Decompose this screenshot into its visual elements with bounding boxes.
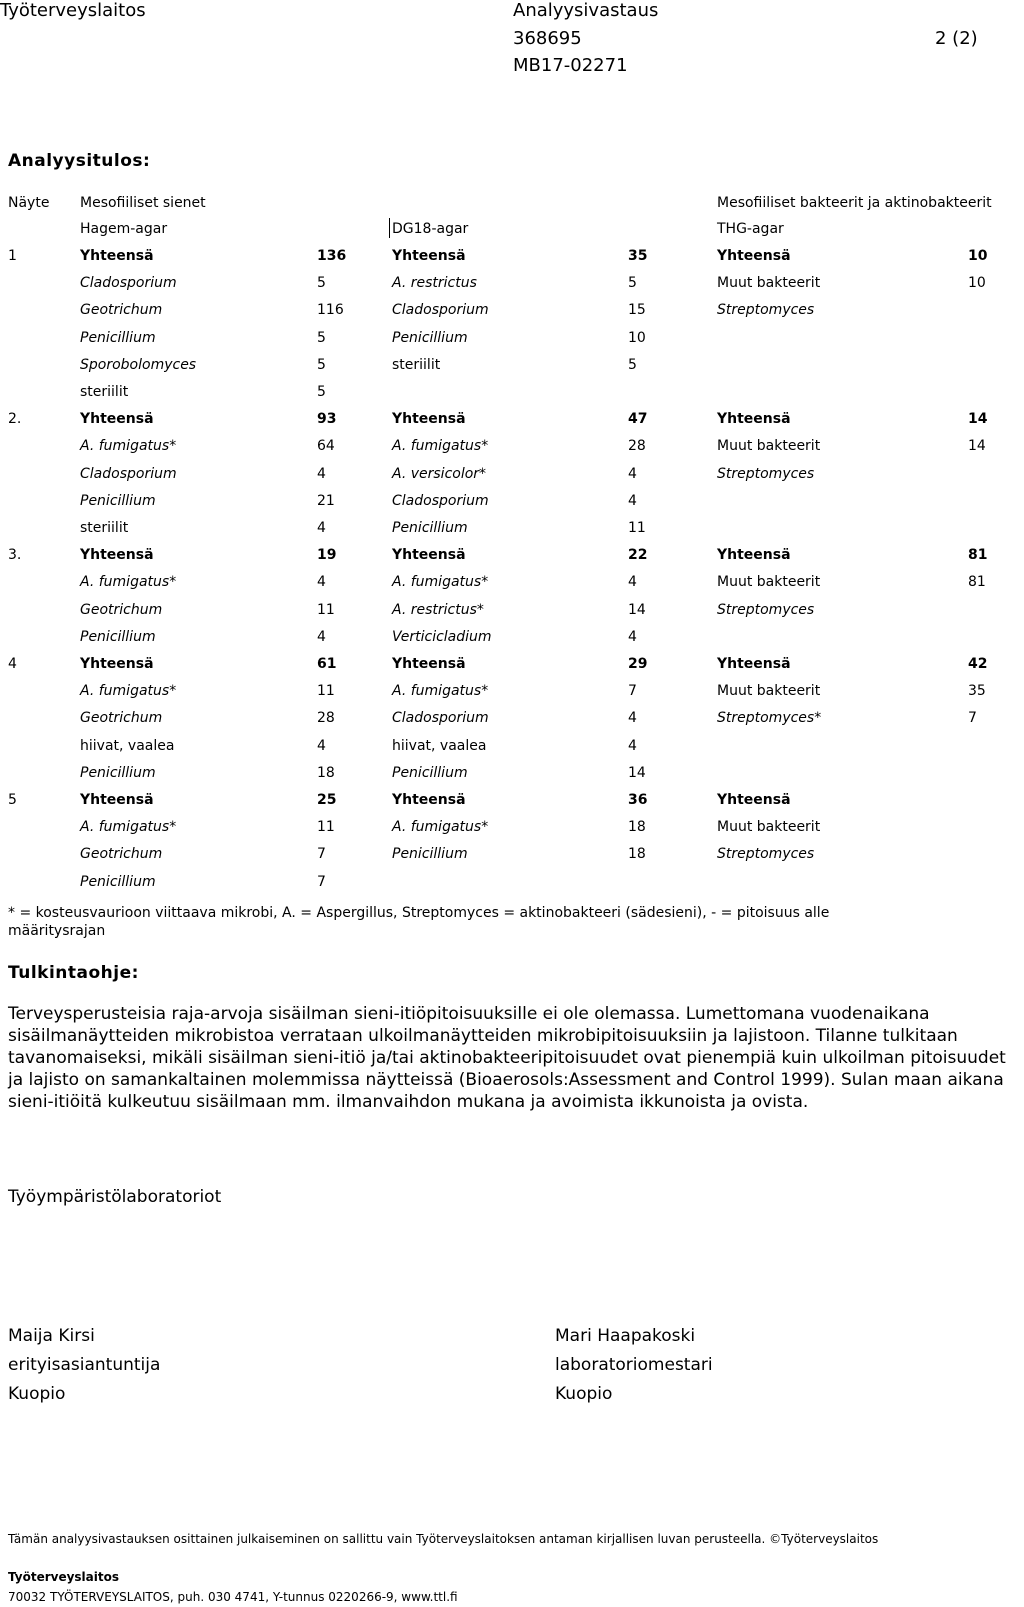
dg18-organism-cell: Cladosporium (392, 710, 489, 727)
hagem-count-cell: 19 (317, 547, 337, 564)
signature-block-1 (8, 1322, 160, 1409)
footer-organization: Työterveyslaitos (8, 1570, 119, 1584)
dg18-count-cell: 14 (628, 764, 646, 781)
dg18-organism-cell: Cladosporium (392, 302, 489, 319)
laboratory-name: Työympäristölaboratoriot (8, 1187, 222, 1207)
hagem-count-cell: 28 (317, 710, 335, 727)
page-number: 2 (2) (935, 28, 978, 49)
hagem-organism-cell: steriilit (80, 520, 129, 536)
hagem-count-cell: 116 (317, 302, 344, 319)
hagem-count-cell: 11 (317, 819, 335, 836)
thg-organism-cell: Muut bakteerit (717, 438, 821, 455)
dg18-organism-cell: Yhteensä (392, 656, 466, 672)
dg18-count-cell: 29 (628, 656, 648, 672)
hagem-organism-cell: Yhteensä (80, 792, 154, 808)
document-type: Analyysivastaus (513, 0, 659, 21)
thg-organism-cell: Yhteensä (717, 547, 791, 564)
hagem-count-cell: 61 (317, 656, 337, 672)
hagem-count-cell: 18 (317, 764, 335, 781)
hagem-organism-cell: Penicillium (80, 628, 156, 645)
signature-block-2 (555, 1322, 713, 1409)
hagem-organism-cell: Penicillium (80, 873, 156, 890)
signer-title: laboratoriomestari (555, 1355, 713, 1375)
table-row (0, 574, 1024, 601)
dg18-count-cell: 47 (628, 411, 648, 428)
dg18-count-cell: 4 (628, 465, 637, 482)
organization-name: Työterveyslaitos (0, 0, 146, 21)
column-header-fungi: Mesofiiliset sienet (80, 195, 206, 211)
table-row (0, 384, 1024, 411)
thg-organism-cell: Streptomyces (717, 601, 815, 618)
table-row (0, 738, 1024, 765)
dg18-count-cell: 11 (628, 520, 646, 536)
thg-organism-cell: Yhteensä (717, 248, 791, 264)
thg-count-cell: 7 (968, 710, 977, 727)
hagem-organism-cell: A. fumigatus* (80, 438, 177, 455)
hagem-organism-cell: Yhteensä (80, 411, 154, 428)
hagem-organism-cell: Cladosporium (80, 465, 177, 482)
dg18-count-cell: 22 (628, 547, 648, 564)
hagem-count-cell: 5 (317, 275, 326, 292)
table-row (0, 819, 1024, 846)
thg-organism-cell: Muut bakteerit (717, 275, 821, 292)
table-row (0, 874, 1024, 901)
hagem-count-cell: 4 (317, 574, 326, 591)
dg18-organism-cell: Yhteensä (392, 411, 466, 428)
dg18-count-cell: 18 (628, 819, 646, 836)
sample-cell: 1 (8, 248, 17, 264)
dg18-count-cell: 5 (628, 356, 637, 373)
table-row (0, 656, 1024, 683)
table-row (0, 248, 1024, 275)
dg18-organism-cell: Yhteensä (392, 792, 466, 808)
thg-count-cell: 42 (968, 656, 988, 672)
thg-count-cell: 14 (968, 438, 986, 455)
dg18-organism-cell: Penicillium (392, 520, 468, 536)
hagem-count-cell: 5 (317, 384, 326, 400)
hagem-count-cell: 4 (317, 520, 326, 536)
table-row (0, 493, 1024, 520)
footer-notice: Tämän analyysivastauksen osittainen julkaiseminen on sallittu vain Työterveyslaitoksen antaman kirjallisen luvan perusteella. ©Työterveyslaitos (8, 1532, 879, 1546)
hagem-count-cell: 64 (317, 438, 335, 455)
thg-organism-cell: Yhteensä (717, 656, 791, 672)
dg18-count-cell: 4 (628, 710, 637, 727)
sample-cell: 4 (8, 656, 17, 672)
hagem-organism-cell: hiivat, vaalea (80, 737, 175, 754)
dg18-organism-cell: hiivat, vaalea (392, 737, 487, 754)
hagem-count-cell: 7 (317, 846, 326, 863)
dg18-organism-cell: Penicillium (392, 846, 468, 863)
dg18-organism-cell: Yhteensä (392, 547, 466, 564)
table-row (0, 330, 1024, 357)
hagem-count-cell: 5 (317, 329, 326, 346)
table-row (0, 275, 1024, 302)
table-row (0, 792, 1024, 819)
hagem-count-cell: 136 (317, 248, 347, 264)
thg-organism-cell: Streptomyces (717, 465, 815, 482)
thg-count-cell: 14 (968, 411, 988, 428)
interpretation-title: Tulkintaohje: (8, 963, 139, 983)
document-number: 368695 (513, 28, 582, 49)
dg18-organism-cell: A. restrictus* (392, 601, 484, 618)
results-title: Analyysitulos: (8, 151, 151, 171)
hagem-organism-cell: Sporobolomyces (80, 356, 197, 373)
hagem-organism-cell: A. fumigatus* (80, 574, 177, 591)
dg18-organism-cell: A. fumigatus* (392, 819, 489, 836)
hagem-count-cell: 7 (317, 873, 326, 890)
hagem-organism-cell: Geotrichum (80, 846, 163, 863)
dg18-organism-cell: A. fumigatus* (392, 574, 489, 591)
thg-count-cell: 81 (968, 574, 986, 591)
dg18-count-cell: 15 (628, 302, 646, 319)
dg18-organism-cell: Yhteensä (392, 248, 466, 264)
dg18-organism-cell: Cladosporium (392, 492, 489, 509)
dg18-organism-cell: Penicillium (392, 764, 468, 781)
table-row (0, 602, 1024, 629)
table-row (0, 411, 1024, 438)
sample-cell: 3. (8, 547, 22, 564)
dg18-count-cell: 10 (628, 329, 646, 346)
table-row (0, 520, 1024, 547)
dg18-organism-cell: Verticicladium (392, 628, 492, 645)
hagem-organism-cell: Cladosporium (80, 275, 177, 292)
dg18-organism-cell: A. fumigatus* (392, 683, 489, 700)
column-header-bacteria: Mesofiiliset bakteerit ja aktinobakteerit (717, 195, 992, 211)
thg-organism-cell: Muut bakteerit (717, 574, 821, 591)
dg18-count-cell: 7 (628, 683, 637, 700)
thg-organism-cell: Streptomyces (717, 846, 815, 863)
agar-thg-label: THG-agar (717, 221, 784, 237)
hagem-organism-cell: Penicillium (80, 329, 156, 346)
hagem-organism-cell: Geotrichum (80, 601, 163, 618)
dg18-organism-cell: A. versicolor* (392, 465, 487, 482)
thg-count-cell: 10 (968, 248, 988, 264)
table-row (0, 765, 1024, 792)
dg18-count-cell: 4 (628, 737, 637, 754)
hagem-organism-cell: Penicillium (80, 492, 156, 509)
dg18-organism-cell: A. fumigatus* (392, 438, 489, 455)
hagem-count-cell: 4 (317, 628, 326, 645)
signer-name: Maija Kirsi (8, 1326, 95, 1346)
column-header-sample: Näyte (8, 195, 50, 211)
agar-hagem-label: Hagem-agar (80, 221, 168, 237)
dg18-count-cell: 36 (628, 792, 648, 808)
hagem-count-cell: 11 (317, 683, 335, 700)
dg18-count-cell: 18 (628, 846, 646, 863)
hagem-count-cell: 4 (317, 737, 326, 754)
column-divider (389, 218, 390, 238)
thg-count-cell: 10 (968, 275, 986, 292)
dg18-organism-cell: Penicillium (392, 329, 468, 346)
hagem-count-cell: 11 (317, 601, 335, 618)
interpretation-text: Terveysperusteisia raja-arvoja sisäilman sieni-itiöpitoisuuksille ei ole olemassa. Lumettomana vuodenaikana sisäilmanäytteiden mikrobistoa verrataan ulkoilmanäytteiden mikrobipitoisuuksiin ja lajistoon. Tilanne tulkitaan tavanomaiseksi, mikäli sisäilman sieni-itiö ja/tai aktinobakteeripitoisuudet ovat pienempiä kuin ulkoilman pitoisuudet ja lajisto on samankaltainen molemmissa näytteissä (Bioaerosols:Assessment and Control 1999). Sulan maan aikana sieni-itiöitä kulkeutuu sisäilmaan mm. ilmanvaihdon mukana ja avoimista ikkunoista ja ovista. (8, 1004, 1006, 1112)
thg-count-cell: 81 (968, 547, 988, 564)
hagem-organism-cell: steriilit (80, 384, 129, 400)
hagem-count-cell: 25 (317, 792, 337, 808)
thg-organism-cell: Yhteensä (717, 411, 791, 428)
hagem-count-cell: 93 (317, 411, 337, 428)
dg18-count-cell: 14 (628, 601, 646, 618)
table-row (0, 438, 1024, 465)
hagem-organism-cell: A. fumigatus* (80, 683, 177, 700)
thg-organism-cell: Streptomyces* (717, 710, 822, 727)
signer-title: erityisasiantuntija (8, 1355, 161, 1375)
reference-code: MB17-02271 (513, 55, 628, 76)
signer-place: Kuopio (555, 1384, 613, 1404)
dg18-count-cell: 4 (628, 492, 637, 509)
hagem-organism-cell: A. fumigatus* (80, 819, 177, 836)
hagem-organism-cell: Geotrichum (80, 302, 163, 319)
table-row (0, 357, 1024, 384)
sample-cell: 2. (8, 411, 22, 428)
thg-organism-cell: Muut bakteerit (717, 683, 821, 700)
thg-count-cell: 35 (968, 683, 986, 700)
dg18-count-cell: 4 (628, 628, 637, 645)
thg-organism-cell: Muut bakteerit (717, 819, 821, 836)
hagem-organism-cell: Yhteensä (80, 656, 154, 672)
signer-name: Mari Haapakoski (555, 1326, 696, 1346)
dg18-organism-cell: steriilit (392, 356, 441, 373)
hagem-count-cell: 4 (317, 465, 326, 482)
thg-organism-cell: Yhteensä (717, 792, 791, 808)
table-row (0, 710, 1024, 737)
dg18-count-cell: 28 (628, 438, 646, 455)
dg18-count-cell: 5 (628, 275, 637, 292)
table-row (0, 302, 1024, 329)
sample-cell: 5 (8, 792, 17, 808)
hagem-organism-cell: Geotrichum (80, 710, 163, 727)
agar-dg18-label: DG18-agar (392, 221, 469, 237)
dg18-count-cell: 4 (628, 574, 637, 591)
hagem-organism-cell: Penicillium (80, 764, 156, 781)
footer-address: 70032 TYÖTERVEYSLAITOS, puh. 030 4741, Y-tunnus 0220266-9, www.ttl.fi (8, 1590, 458, 1604)
table-row (0, 547, 1024, 574)
thg-organism-cell: Streptomyces (717, 302, 815, 319)
table-row (0, 629, 1024, 656)
table-row (0, 466, 1024, 493)
hagem-organism-cell: Yhteensä (80, 248, 154, 264)
signer-place: Kuopio (8, 1384, 66, 1404)
dg18-organism-cell: A. restrictus (392, 275, 477, 292)
hagem-organism-cell: Yhteensä (80, 547, 154, 564)
dg18-count-cell: 35 (628, 248, 648, 264)
hagem-count-cell: 5 (317, 356, 326, 373)
table-row (0, 683, 1024, 710)
table-row (0, 846, 1024, 873)
footnote: * = kosteusvaurioon viittaava mikrobi, A. = Aspergillus, Streptomyces = aktinobakteeri (sädesieni), - = pitoisuus alle määritysrajan (8, 905, 830, 939)
hagem-count-cell: 21 (317, 492, 335, 509)
